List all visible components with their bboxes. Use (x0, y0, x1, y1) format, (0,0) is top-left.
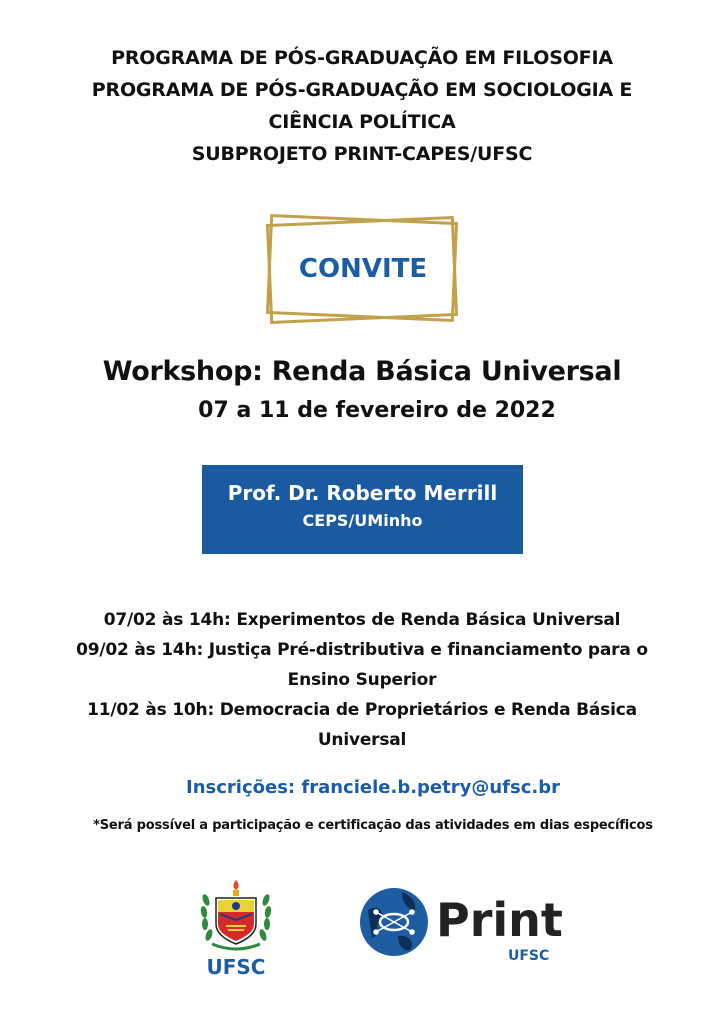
shield-icon (216, 898, 256, 944)
print-ufsc-logo (358, 882, 578, 968)
ufsc-logo-text: UFSC (206, 955, 266, 978)
header-line-4: SUBPROJETO PRINT-CAPES/UFSC (191, 143, 533, 165)
convite-title: CONVITE (298, 254, 428, 284)
schedule-list (40, 605, 684, 755)
torch-icon (233, 880, 239, 896)
header-block (0, 42, 724, 170)
schedule-line-2: 09/02 às 14h: Justiça Pré-distributiva e financiamento para o (76, 640, 648, 660)
workshop-dates: 07 a 11 de fevereiro de 2022 (198, 398, 556, 423)
speaker-box (202, 465, 523, 554)
speaker-affiliation: CEPS/UMinho (302, 511, 423, 530)
participation-note: *Será possível a participação e certificação das atividades em dias específicos (93, 818, 653, 833)
schedule-line-3: Ensino Superior (287, 670, 437, 690)
workshop-title: Workshop: Renda Básica Universal (102, 356, 622, 387)
header-line-3: CIÊNCIA POLÍTICA (268, 111, 456, 133)
print-logo-sub: UFSC (508, 948, 550, 964)
schedule-line-4: 11/02 às 10h: Democracia de Proprietários e Renda Básica (87, 700, 637, 720)
globe-icon (360, 888, 428, 956)
header-line-2: PROGRAMA DE PÓS-GRADUAÇÃO EM SOCIOLOGIA E (91, 79, 633, 101)
convite-frame (260, 210, 466, 332)
schedule-line-1: 07/02 às 14h: Experimentos de Renda Básica Universal (103, 610, 621, 630)
speaker-name: Prof. Dr. Roberto Merrill (227, 481, 498, 505)
ufsc-logo (196, 878, 276, 978)
registration-link[interactable]: Inscrições: franciele.b.petry@ufsc.br (186, 777, 560, 798)
print-logo-text: Print (436, 893, 563, 947)
header-line-1: PROGRAMA DE PÓS-GRADUAÇÃO EM FILOSOFIA (111, 47, 613, 69)
schedule-line-5: Universal (317, 730, 407, 750)
